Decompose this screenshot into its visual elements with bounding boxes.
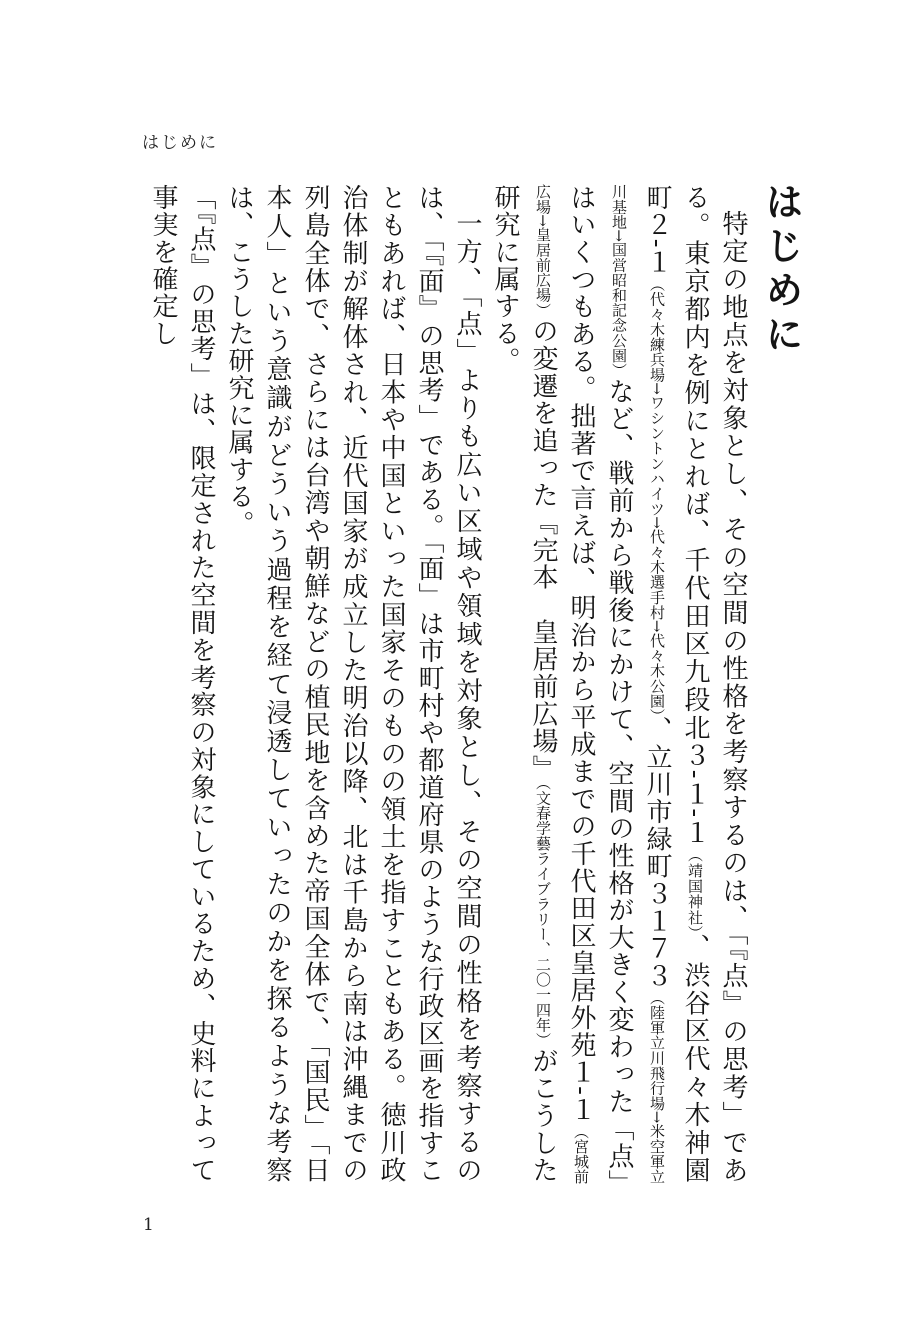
text-run: 、立川市緑町３１７３: [642, 716, 672, 990]
text-run: 「『点』の思考」は、限定された空間を考察の対象にしているため、史料によって事実を確定し: [148, 184, 216, 1184]
inline-note: （代々木練兵場→ワシントンハイツ→代々木選手村→代々木公園）: [648, 276, 666, 717]
chapter-title: はじめに: [759, 182, 804, 358]
text-run: がこうした研究に属する。: [490, 184, 558, 1185]
paragraph: [144, 184, 220, 1184]
paragraph: [486, 184, 752, 1184]
text-run: 、渋谷区代々木神園町２-１: [642, 184, 710, 1184]
text-run: の変遷を追った『完本 皇居前広場』: [528, 317, 558, 783]
inline-note: （文春学藝ライブラリー、二〇一四年）: [534, 782, 552, 1048]
text-run: 特定の地点を対象とし、その空間の性格を考察するのは、「『点』の思考」である。東京都内を例にとれば、千代田区九段北３-１-１: [680, 184, 748, 1184]
running-head: はじめに: [142, 133, 218, 153]
text-run: 一方、「点」よりも広い区域や領域を対象とし、その空間の性格を考察するのは、「『面』の思考」である。「面」は市町村や都道府県のような行政区画を指すこともあれば、日本や中国といった国家そのものの領土を指すこともある。徳川政治体制が解体され、近代国家が成立した明治以降、北は千島から南は沖縄までの列島全体で、さらには台湾や朝鮮などの植民地を含めた帝国全体で、「国民」「日本人」という意識がどういう過程を経て浸透していったのかを探るような考察は、こうした研究に属する。: [224, 184, 482, 1184]
inline-note: （宮城前広場→皇居前広場）: [534, 184, 590, 1184]
inline-note: （靖国神社）: [686, 846, 704, 934]
inline-note: （陸軍立川飛行場→米空軍立川基地→国営昭和記念公園）: [610, 184, 666, 1184]
paragraph: [220, 184, 486, 1184]
body-text: [148, 184, 752, 1185]
text-run: など、戦前から戦後にかけて、空間の性格が大きく変わった「点」はいくつもある。拙著で言えば、明治から平成までの千代田区皇居外苑１-１: [566, 184, 634, 1184]
page-number: 1: [143, 1215, 154, 1235]
